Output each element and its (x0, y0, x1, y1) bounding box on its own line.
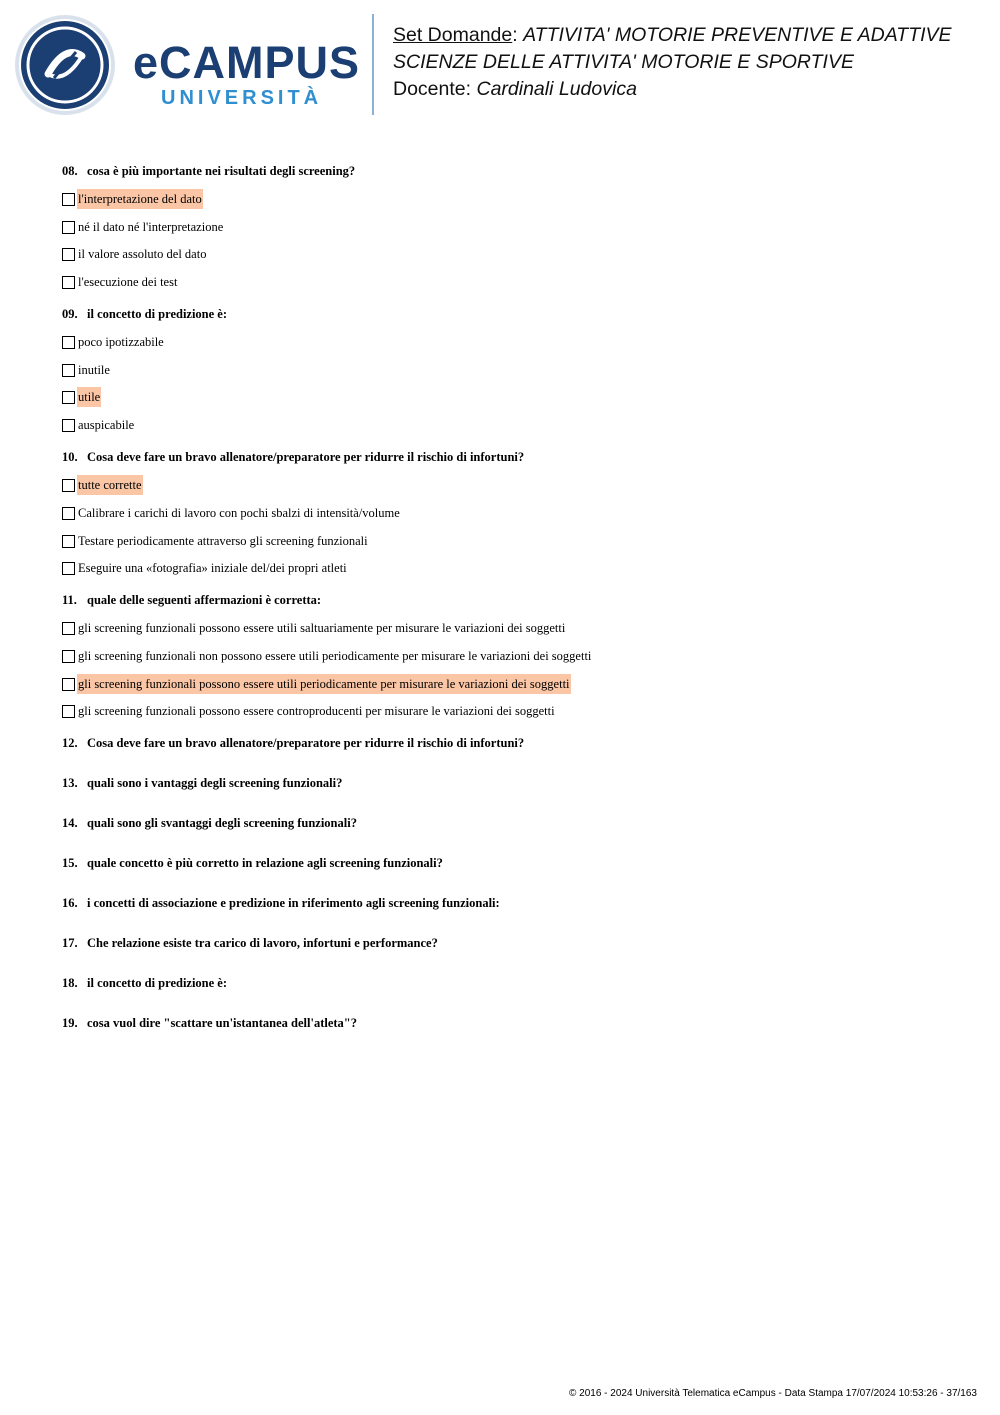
answer-option[interactable] (62, 531, 962, 551)
question-number: 12. (62, 736, 78, 751)
answer-text: gli screening funzionali possono essere controproducenti per misurare le variazioni dei soggetti (78, 704, 555, 719)
answer-option[interactable] (62, 618, 962, 638)
question-text: il concetto di predizione è: (87, 976, 228, 991)
question-15 (62, 853, 962, 873)
ecampus-logo (133, 37, 361, 110)
question-number: 11. (62, 593, 77, 608)
answer-text: Calibrare i carichi di lavoro con pochi sbalzi di intensità/volume (78, 505, 400, 520)
question-text: cosa è più importante nei risultati degli screening? (87, 164, 356, 178)
answer-checkbox[interactable] (62, 221, 75, 234)
answer-checkbox[interactable] (62, 336, 75, 349)
answer-checkbox[interactable] (62, 622, 75, 635)
question-title (62, 813, 962, 833)
answer-option[interactable] (62, 674, 962, 694)
question-title (62, 893, 962, 913)
answer-option[interactable] (62, 646, 962, 666)
question-16 (62, 893, 962, 913)
question-11 (62, 590, 962, 721)
ecampus-seal-icon (14, 14, 116, 116)
answer-option[interactable] (62, 244, 962, 264)
answer-text-highlighted: l'interpretazione del dato (77, 189, 203, 209)
answer-checkbox[interactable] (62, 248, 75, 261)
answer-checkbox[interactable] (62, 562, 75, 575)
answer-text: Eseguire una «fotografia» iniziale del/dei propri atleti (78, 561, 347, 576)
question-text: quale concetto è più corretto in relazione agli screening funzionali? (87, 856, 443, 871)
question-text: quali sono i vantaggi degli screening funzionali? (87, 776, 343, 791)
answer-text: Testare periodicamente attraverso gli screening funzionali (78, 533, 368, 548)
question-text: Che relazione esiste tra carico di lavoro, infortuni e performance? (87, 936, 438, 951)
logo-subtitle: UNIVERSITÀ (161, 87, 323, 109)
set-label: Set Domande (393, 24, 513, 46)
question-19 (62, 1013, 962, 1033)
answer-option[interactable] (62, 387, 962, 407)
question-number: 18. (62, 976, 78, 991)
answer-option[interactable] (62, 701, 962, 721)
answer-text: né il dato né l'interpretazione (78, 219, 224, 234)
question-text: Cosa deve fare un bravo allenatore/preparatore per ridurre il rischio di infortuni? (87, 450, 525, 465)
answer-option[interactable] (62, 217, 962, 237)
question-text: il concetto di predizione è: (87, 307, 228, 322)
question-title (62, 933, 962, 953)
question-12 (62, 733, 962, 753)
answer-checkbox[interactable] (62, 479, 75, 492)
answer-text: auspicabile (78, 418, 135, 433)
question-13 (62, 773, 962, 793)
docente-name: Cardinali Ludovica (476, 78, 637, 100)
question-08 (62, 161, 962, 292)
question-09 (62, 304, 962, 435)
question-title (62, 1013, 962, 1033)
answer-checkbox[interactable] (62, 535, 75, 548)
course-title: ATTIVITA' MOTORIE PREVENTIVE E ADATTIVE (523, 24, 952, 46)
answer-option[interactable] (62, 272, 962, 292)
logo-wordmark: eCAMPUS (133, 37, 361, 88)
question-text: quale delle seguenti affermazioni è corretta: (87, 593, 322, 608)
answer-checkbox[interactable] (62, 391, 75, 404)
answer-option[interactable] (62, 360, 962, 380)
answer-option[interactable] (62, 475, 962, 495)
question-14 (62, 813, 962, 833)
question-number: 19. (62, 1016, 78, 1031)
answer-text: il valore assoluto del dato (78, 247, 207, 262)
question-number: 13. (62, 776, 78, 791)
header-info: Set Domande: ATTIVITA' MOTORIE PREVENTIVE E ADATTIVE SCIENZE DELLE ATTIVITA' MOTORIE E SPORTIVE Docente: Cardinali Ludovica (393, 24, 952, 100)
answer-checkbox[interactable] (62, 193, 75, 206)
answer-checkbox[interactable] (62, 678, 75, 691)
answer-text: inutile (78, 362, 110, 377)
question-number: 16. (62, 896, 78, 911)
answer-text-highlighted: utile (77, 387, 101, 407)
question-number: 09. (62, 307, 78, 322)
question-number: 14. (62, 816, 78, 831)
question-text: i concetti di associazione e predizione in riferimento agli screening funzionali: (87, 896, 500, 911)
course-degree: SCIENZE DELLE ATTIVITA' MOTORIE E SPORTIVE (393, 51, 854, 73)
question-text: Cosa deve fare un bravo allenatore/preparatore per ridurre il rischio di infortuni? (87, 736, 525, 751)
question-title (62, 853, 962, 873)
page-footer: © 2016 - 2024 Università Telematica eCampus - Data Stampa 17/07/2024 10:53:26 - 37/163 (569, 1388, 977, 1399)
answer-option[interactable] (62, 332, 962, 352)
question-18 (62, 973, 962, 993)
answer-text: poco ipotizzabile (78, 335, 164, 350)
question-title (62, 973, 962, 993)
header-divider (372, 14, 374, 115)
question-title (62, 161, 962, 181)
answer-checkbox[interactable] (62, 650, 75, 663)
answer-text-highlighted: gli screening funzionali possono essere utili periodicamente per misurare le variazioni dei soggetti (77, 674, 571, 694)
question-10 (62, 447, 962, 578)
answer-text: l'esecuzione dei test (78, 275, 178, 290)
answer-checkbox[interactable] (62, 276, 75, 289)
answer-text: gli screening funzionali possono essere utili saltuariamente per misurare le variazioni dei soggetti (78, 621, 566, 636)
answer-option[interactable] (62, 503, 962, 523)
page-header (0, 0, 1000, 130)
answer-text: gli screening funzionali non possono essere utili periodicamente per misurare le variazioni dei soggetti (78, 648, 592, 663)
answer-checkbox[interactable] (62, 507, 75, 520)
question-number: 17. (62, 936, 78, 951)
answer-option[interactable] (62, 415, 962, 435)
question-text: quali sono gli svantaggi degli screening funzionali? (87, 816, 357, 831)
question-number: 10. (62, 450, 78, 465)
question-title (62, 590, 962, 610)
question-17 (62, 933, 962, 953)
answer-checkbox[interactable] (62, 364, 75, 377)
answer-text-highlighted: tutte corrette (77, 475, 143, 495)
answer-checkbox[interactable] (62, 419, 75, 432)
question-number: 15. (62, 856, 78, 871)
question-title (62, 304, 962, 324)
question-title (62, 773, 962, 793)
docente-label: Docente (393, 78, 466, 100)
question-text: cosa vuol dire "scattare un'istantanea dell'atleta"? (87, 1016, 358, 1031)
question-title (62, 733, 962, 753)
answer-option[interactable] (62, 189, 962, 209)
question-number: 08. (62, 164, 78, 178)
answer-option[interactable] (62, 558, 962, 578)
answer-checkbox[interactable] (62, 705, 75, 718)
question-list (62, 161, 962, 1053)
question-title (62, 447, 962, 467)
